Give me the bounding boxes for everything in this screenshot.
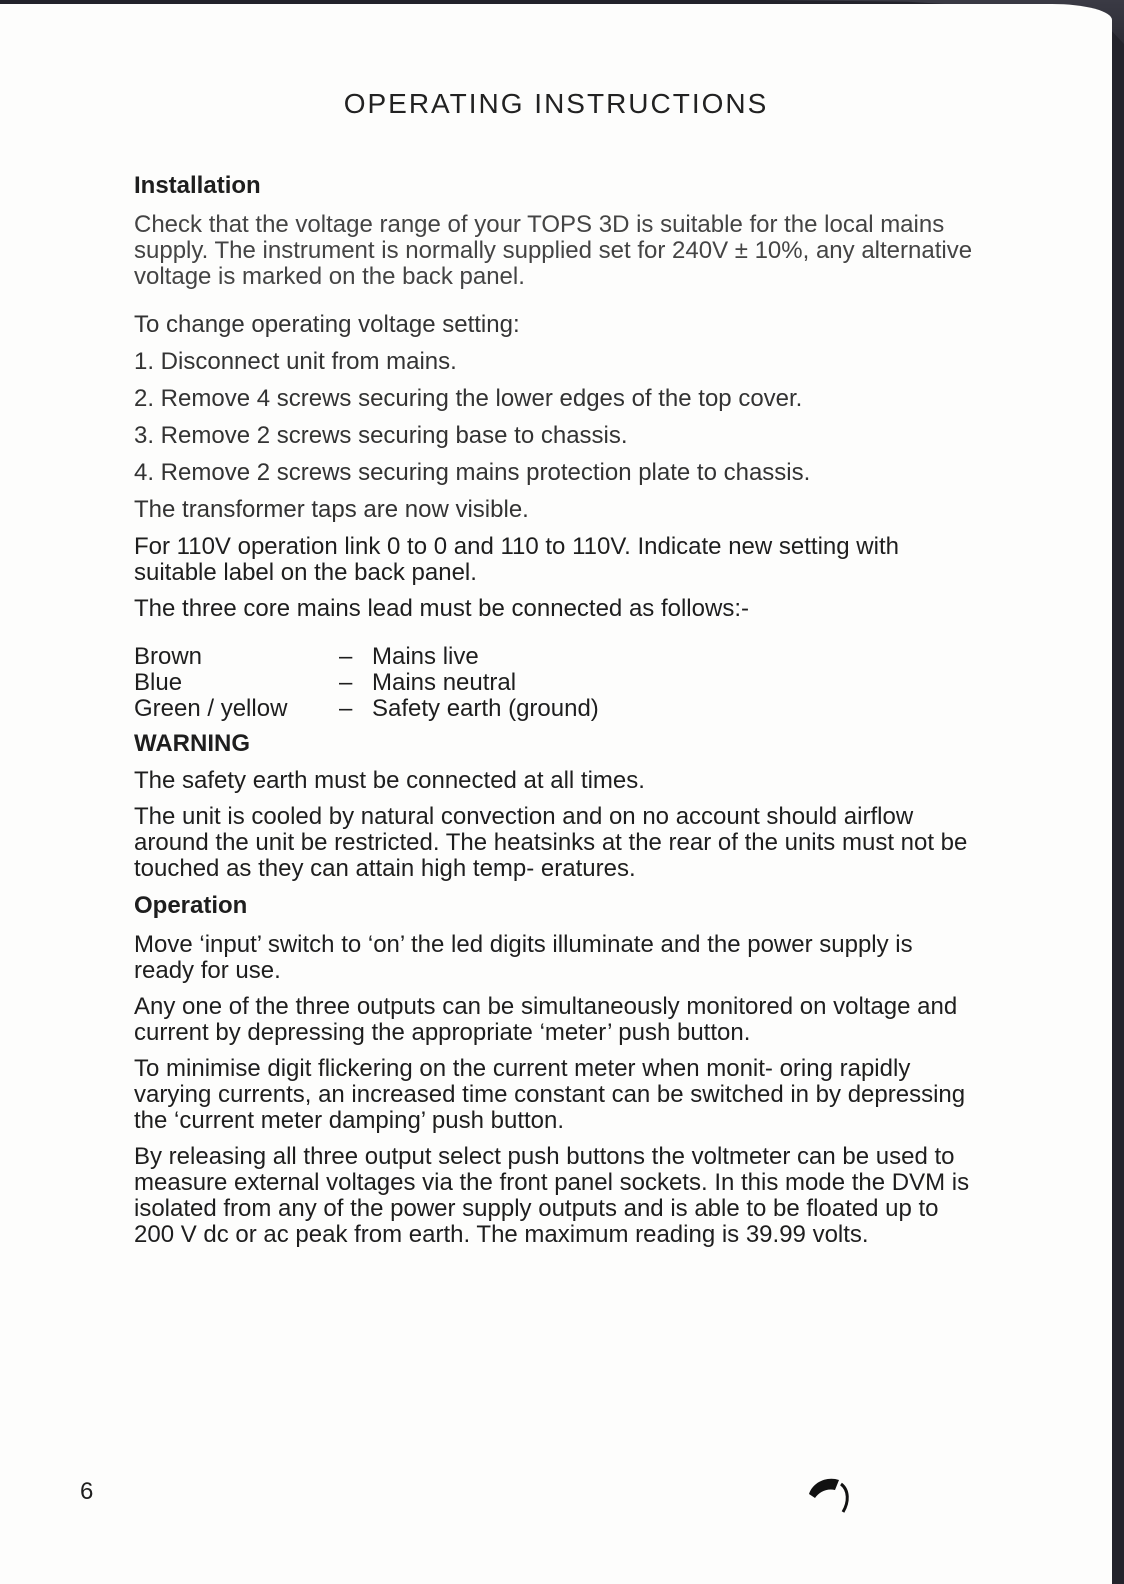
page-content (134, 172, 974, 1258)
wire-row (134, 644, 974, 670)
page-number: 6 (80, 1478, 94, 1505)
wire-color: Blue (134, 669, 183, 696)
step-1: 1. Disconnect unit from mains. (134, 348, 457, 375)
wire-row (134, 696, 974, 722)
wire-function: Mains live (372, 643, 479, 670)
page-corner-mark-icon (805, 1472, 855, 1516)
wire-dash: – (339, 643, 353, 670)
installation-heading: Installation (134, 172, 261, 199)
wire-color: Green / yellow (134, 695, 288, 722)
installation-intro: Check that the voltage range of your TOPS 3D is suitable for the local mains supply. The instrument is normally supplied set for 240V ± 10%, any alternative voltage is marked on the back panel. (134, 211, 973, 290)
step-3: 3. Remove 2 screws securing base to chassis. (134, 422, 628, 449)
operation-paragraph-3: To minimise digit flickering on the current meter when monit- oring rapidly varying currents, an increased time constant can be switched in by depressing the ‘current meter damping’ push button. (134, 1055, 966, 1134)
wire-function: Safety earth (ground) (372, 695, 599, 722)
wire-row (134, 670, 974, 696)
cooling-text: The unit is cooled by natural convection and on no account should airflow around the unit be restricted. The heatsinks at the rear of the units must not be touched as they can attain high temp- eratures. (134, 803, 968, 882)
page-title: OPERATING INSTRUCTIONS (343, 88, 769, 119)
step-4: 4. Remove 2 screws securing mains protection plate to chassis. (134, 459, 811, 486)
step-2: 2. Remove 4 screws securing the lower edges of the top cover. (134, 385, 803, 412)
wire-dash: – (339, 695, 353, 722)
operation-paragraph-4: By releasing all three output select push buttons the voltmeter can be used to measure external voltages via the front panel sockets. In this mode the DVM is isolated from any of the power supply outputs and is able to be floated up to 200 V dc or ac peak from earth. The maximum reading is 39.99 volts. (134, 1143, 970, 1248)
operation-paragraph-1: Move ‘input’ switch to ‘on’ the led digits illuminate and the power supply is ready for use. (134, 931, 913, 984)
wire-color: Brown (134, 643, 203, 670)
warning-heading: WARNING (134, 730, 250, 757)
operation-section (134, 892, 974, 1248)
operation-heading: Operation (134, 892, 248, 919)
change-voltage-heading: To change operating voltage setting: (134, 311, 520, 338)
installation-section (134, 172, 974, 722)
wire-function: Mains neutral (372, 669, 517, 696)
wire-table (134, 644, 974, 722)
operation-paragraph-2: Any one of the three outputs can be simultaneously monitored on voltage and current by depressing the appropriate ‘meter’ push button. (134, 993, 958, 1046)
mains-lead-intro: The three core mains lead must be connected as follows:- (134, 595, 749, 622)
manual-page (0, 4, 1112, 1584)
v110-instruction: For 110V operation link 0 to 0 and 110 to 110V. Indicate new setting with suitable label on the back panel. (134, 533, 899, 586)
taps-visible-text: The transformer taps are now visible. (134, 496, 529, 523)
warning-section (134, 730, 974, 882)
wire-dash: – (339, 669, 353, 696)
warning-text: The safety earth must be connected at all times. (134, 767, 645, 794)
